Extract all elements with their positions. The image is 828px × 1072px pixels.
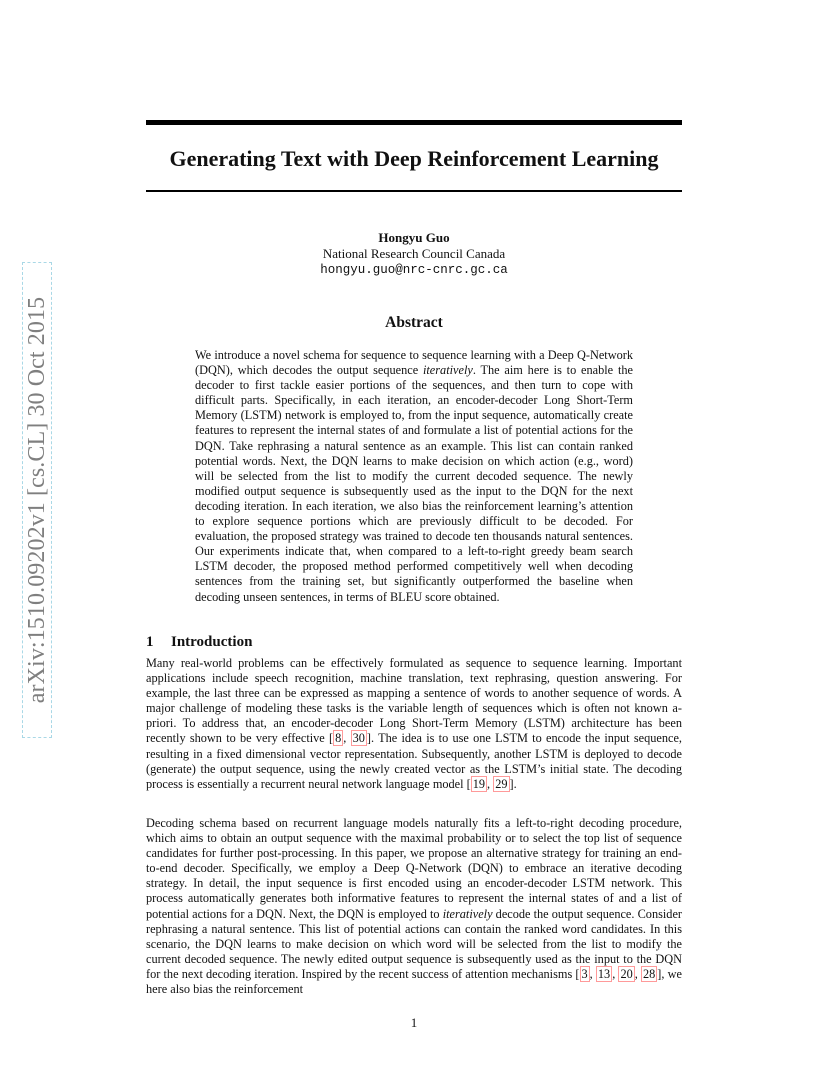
- citation-bracket: ]: [366, 731, 372, 746]
- title-rule-bottom: [146, 190, 682, 192]
- citation-link[interactable]: 20: [620, 966, 633, 981]
- section-number: 1: [146, 634, 154, 650]
- citation-link[interactable]: 28: [643, 966, 656, 981]
- arxiv-stamp[interactable]: [22, 262, 52, 738]
- citation: [575, 966, 661, 982]
- citation-separator: ,: [487, 776, 494, 791]
- abstract-emphasis: iteratively: [422, 363, 473, 378]
- paragraph-text: , we here also bias the reinforcement: [146, 966, 682, 997]
- section-title: Introduction: [171, 634, 253, 650]
- citation-link[interactable]: 8: [335, 731, 342, 746]
- citation-link[interactable]: 3: [581, 966, 588, 981]
- author-email: hongyu.guo@nrc-cnrc.gc.ca: [320, 263, 508, 277]
- citation-link[interactable]: 19: [472, 776, 486, 791]
- author-name: Hongyu Guo: [378, 230, 450, 245]
- author-block: [146, 230, 682, 278]
- citation: [467, 776, 514, 792]
- title-rule-top: [146, 120, 682, 125]
- citation: [329, 730, 371, 746]
- citation-separator: ,: [612, 966, 619, 981]
- author-affiliation: National Research Council Canada: [322, 246, 506, 261]
- intro-paragraph-2: [146, 816, 682, 997]
- citation-bracket: ]: [509, 776, 514, 791]
- citation-separator: ,: [589, 966, 596, 981]
- paragraph-text: decode the output sequence. Consider rephrasing a natural sentence. This list of potential actions can contain the ranked word candidates. In this scenario, the DQN learns to make decision on which word will be selected from the list to modify the current decoded sequence. The newly edited output sequence is subsequently used as the input to the DQN for the next decoding iteration. Inspired by the recent success of attention mechanisms: [146, 906, 682, 981]
- citation-bracket: ]: [657, 966, 662, 981]
- abstract-text: [195, 348, 633, 605]
- abstract-text-part: . The aim here is to enable the decoder to first tackle easier portions of the sequences, and then turn to cope with difficult parts. Specifically, in each iteration, an encoder-decoder Long Short-Term Memory (LSTM) network is employed to, from the input sequence, automatically create features to represent the internal states of and formulate a list of potential actions for the DQN. Take rephrasing a natural sentence as an example. This list can contain ranked potential words. Next, the DQN learns to make decision on which action (e.g., word) will be selected from the list to modify the current decoded sequence. The newly modified output sequence is subsequently used as the input to the DQN for the next decoding iteration. In each iteration, we also bias the reinforcement learning’s attention to explore sequence portions which are previously difficult to be decoded. For evaluation, the proposed strategy was trained to decode ten thousands natural sentences. Our experiments indicate that, when compared to a left-to-right greedy beam search LSTM decoder, the proposed method performed competitively well when decoding sentences from the training set, but significantly outperformed the baseline when decoding unseen sentences, in terms of BLEU score obtained.: [195, 363, 633, 604]
- citation-link[interactable]: 30: [352, 731, 365, 746]
- paragraph-text: .: [513, 776, 517, 791]
- abstract-text-part: We introduce a novel schema for sequence to sequence learning with a Deep Q-Network (DQN), which decodes the output sequence: [195, 348, 633, 378]
- page-number: 1: [410, 1015, 418, 1030]
- citation-bracket: [: [575, 966, 580, 981]
- paragraph-text: . The idea is to use one LSTM to encode the input sequence, resulting in a fixed dimensional vector representation. Subsequently, another LSTM is deployed to decode (generate) the output sequence, using the newly created vector as the LSTM’s initial state. The decoding process is essentially a recurrent neural network language model: [146, 731, 682, 791]
- paragraph-text: Decoding schema based on recurrent language models naturally fits a left-to-right decoding procedure, which aims to obtain an output sequence with the maximal probability or to select the top list of sequence candidates for further post-processing. In this paper, we propose an alternative strategy for training an end-to-end decoder. Specifically, we employ a Deep Q-Network (DQN) to embrace an iterative decoding strategy. In detail, the input sequence is first encoded using an encoder-decoder LSTM network. This process automatically generates both informative features to represent the internal states of and a list of potential actions for a DQN. Next, the DQN is employed to: [146, 816, 682, 921]
- citation-bracket: [: [466, 776, 471, 791]
- paragraph-text: Many real-world problems can be effectively formulated as sequence to sequence learning. Important applications include speech recognition, machine translation, text rephrasing, question answering. For example, the last three can be expressed as mapping a sentence of words to another sequence of words. A major challenge of modeling these tasks is the variable length of sequences which is often not known a-priori. To address that, an encoder-decoder Long Short-Term Memory (LSTM) architecture has been recently shown to be very effective: [146, 656, 682, 746]
- citation-separator: ,: [634, 966, 641, 981]
- arxiv-stamp-text: arXiv:1510.09202v1 [cs.CL] 30 Oct 2015: [24, 296, 50, 704]
- citation-link[interactable]: 13: [597, 966, 611, 981]
- citation-link[interactable]: 29: [495, 776, 508, 791]
- section-heading-introduction: [146, 632, 252, 652]
- paragraph-emphasis: iteratively: [442, 906, 493, 921]
- paper-title: Generating Text with Deep Reinforcement Learning: [169, 146, 659, 171]
- abstract-heading: Abstract: [385, 314, 443, 331]
- citation-bracket: [: [329, 731, 334, 746]
- citation-separator: ,: [343, 731, 351, 746]
- intro-paragraph-1: [146, 656, 682, 792]
